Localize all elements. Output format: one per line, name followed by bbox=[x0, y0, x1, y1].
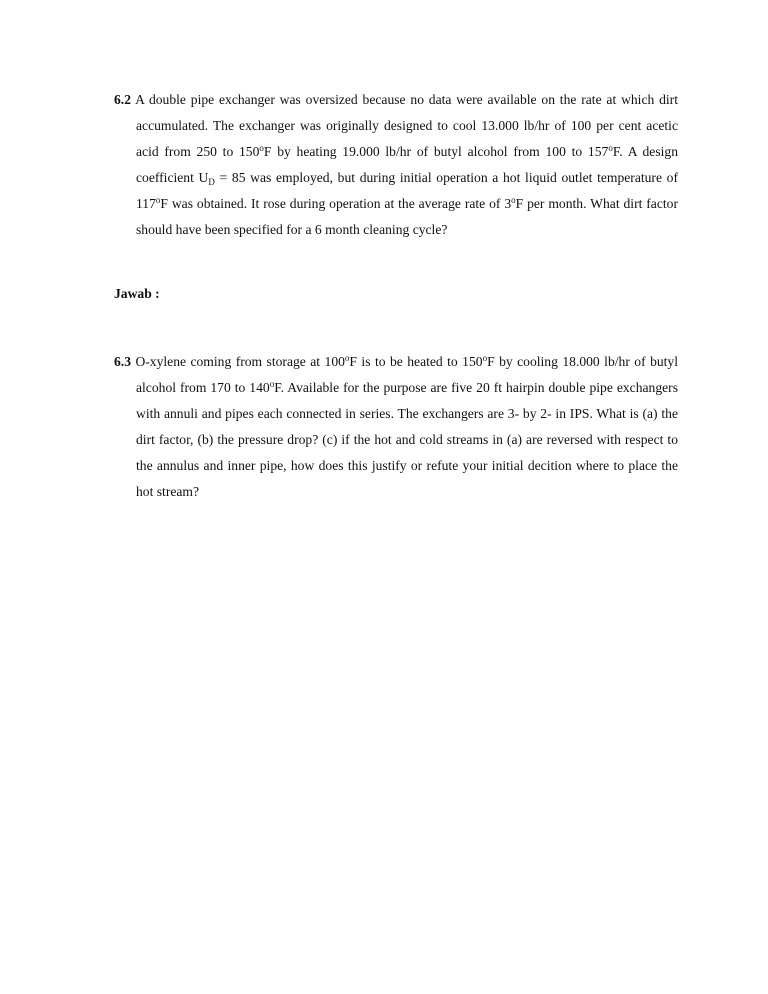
problem-6-3 bbox=[114, 349, 678, 505]
problem-number: 6.2 bbox=[114, 92, 131, 107]
subscript: D bbox=[208, 177, 215, 187]
problem-number: 6.3 bbox=[114, 354, 131, 369]
text-segment: F. Available for the purpose are five 20 ft hairpin double pipe exchangers with annuli and pipes each connected in series. The exchangers are 3- by 2- in IPS. What is (a) the dirt factor, (b) the pressure drop? (c) if the hot and cold streams in (a) are reversed with respect to the annulus and inner pipe, how does this justify or refute your initial decition where to place the hot stream? bbox=[136, 380, 678, 499]
problem-text bbox=[114, 87, 678, 243]
text-segment: F by cooling 18.000 lb/hr of butyl alcohol from 170 to 140 bbox=[136, 354, 679, 395]
text-segment: F was obtained. It rose during operation at the average rate of 3 bbox=[160, 196, 512, 211]
degree-superscript: o bbox=[155, 195, 161, 205]
text-segment: = 85 was employed, but during initial operation a hot liquid outlet temperature of 117 bbox=[136, 170, 678, 211]
text-segment: O-xylene coming from storage at 100 bbox=[131, 354, 345, 369]
text-segment: F is to be heated to 150 bbox=[349, 354, 483, 369]
text-segment: F by heating 19.000 lb/hr of butyl alcohol from 100 to 157 bbox=[263, 144, 609, 159]
degree-superscript: o bbox=[608, 143, 613, 153]
degree-superscript: o bbox=[269, 379, 275, 389]
text-segment: A double pipe exchanger was oversized because no data were available on the rate at which dirt accumulated. The exchanger was originally designed to cool 13.000 lb/hr of 100 per cent acetic acid from 250 to 150 bbox=[131, 92, 678, 159]
problem-6-2 bbox=[114, 87, 678, 243]
problem-text bbox=[114, 349, 678, 505]
degree-superscript: o bbox=[482, 353, 488, 363]
degree-superscript: o bbox=[344, 353, 350, 363]
text-segment: F. A design coefficient U bbox=[136, 144, 678, 185]
answer-label: Jawab : bbox=[114, 286, 160, 301]
degree-superscript: o bbox=[259, 143, 264, 153]
text-segment: F per month. What dirt factor should have been specified for a 6 month cleaning cycle? bbox=[136, 196, 678, 237]
degree-superscript: o bbox=[511, 195, 516, 205]
